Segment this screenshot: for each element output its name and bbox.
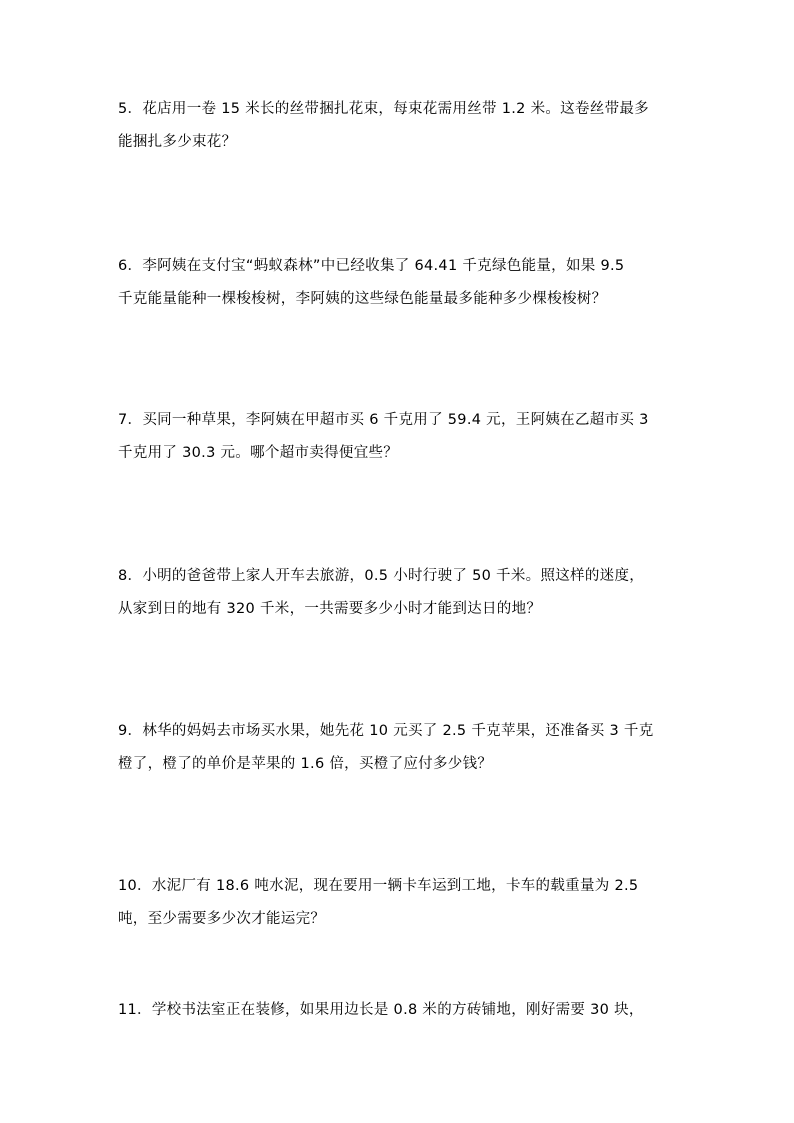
problem-5 xyxy=(118,93,682,159)
problem-9 xyxy=(118,715,682,781)
problem-8-line-2: 从家到日的地有 320 千米，一共需要多少小时才能到达日的地？ xyxy=(118,601,542,617)
problem-7 xyxy=(118,404,682,470)
problem-7-line-2: 千克用了 30.3 元。哪个超市卖得便宜些？ xyxy=(118,445,399,461)
problem-9-line-1: 9．林华的妈妈去市场买水果，她先花 10 元买了 2.5 千克苹果，还准备买 3 千克 xyxy=(118,723,654,739)
problem-10 xyxy=(118,870,682,936)
problem-5-line-1: 5．花店用一卷 15 米长的丝带捆扎花束，每束花需用丝带 1.2 米。这卷丝带最多 xyxy=(118,101,649,117)
problem-11-line-1: 11．学校书法室正在装修，如果用边长是 0.8 米的方砖铺地，刚好需要 30 块， xyxy=(118,1002,644,1018)
problem-6-line-1: 6．李阿姨在支付宝“蚂蚁森林”中已经收集了 64.41 千克绿色能量，如果 9.5 xyxy=(118,258,625,274)
problem-6-line-2: 千克能量能种一棵梭梭树，李阿姨的这些绿色能量最多能种多少棵梭梭树？ xyxy=(118,291,607,307)
problem-6 xyxy=(118,250,682,316)
problem-9-line-2: 橙了，橙了的单价是苹果的 1.6 倍，买橙了应付多少钱？ xyxy=(118,756,493,772)
problem-11 xyxy=(118,994,682,1027)
problem-5-line-2: 能捆扎多少束花？ xyxy=(118,134,237,150)
problem-8 xyxy=(118,560,682,626)
problem-10-line-1: 10．水泥厂有 18.6 吨水泥，现在要用一辆卡车运到工地，卡车的载重量为 2.5 xyxy=(118,878,639,894)
problem-8-line-1: 8．小明的爸爸带上家人开车去旅游，0.5 小时行驶了 50 千米。照这样的迷度， xyxy=(118,568,645,584)
problem-10-line-2: 吨，至少需要多少次才能运完？ xyxy=(118,911,326,927)
problem-7-line-1: 7．买同一种草果，李阿姨在甲超市买 6 千克用了 59.4 元，王阿姨在乙超市买 3 xyxy=(118,412,649,428)
